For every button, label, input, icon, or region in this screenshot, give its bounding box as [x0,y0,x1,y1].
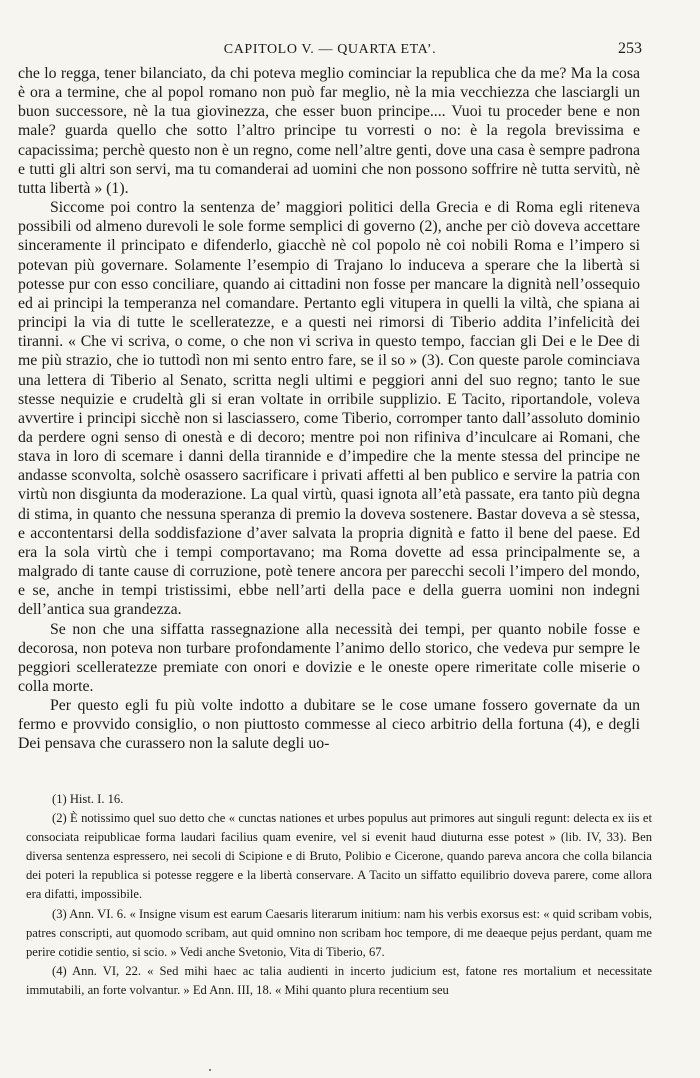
footnote: (2) È notissimo quel suo detto che « cunctas nationes et urbes populus aut primores aut singuli regunt: delecta ex iis et consociata reipublicae forma laudari facilius quam evenire, vel si evenit haud diuturna esse potest » (lib. IV, 33). Ben diversa sentenza espressero, nei secoli di Scipione e di Bruto, Polibio e Cicerone, quando pareva ancora che colla bilancia dei poteri la republica si potesse reggere e la libertà conservare. A Tacito un siffatto equilibrio doveva parere, come allora era difatti, impossibile. [26,811,652,902]
main-text [18,64,640,754]
footnote: (1) Hist. I. 16. [52,792,124,806]
paragraph: Siccome poi contro la sentenza de’ maggiori politici della Grecia e di Roma egli riteneva possibili od almeno durevoli le sole forme semplici di governo (2), anche per ciò doveva accettare sinceramente il principato e difenderlo, giacchè nè col popolo nè coi nobili Roma e l’impero si potevan più governare. Solamente l’esempio di Trajano lo induceva a sperare che la libertà si potesse pur con esso conciliare, quando ai cittadini non fosse per mancare la dignità nell’ossequio ed ai principi la temperanza nel comandare. Pertanto egli vitupera in quelli la viltà, che spiana ai principi la via di tutte le scelleratezze, e a questi nei rimorsi di Tiberio addita l’infelicità dei tiranni. « Che vi scriva, o come, o che non vi scriva in questo tempo, faccian gli Dei e le Dee di me più strazio, che io tuttodì non mi sento entro fare, se il so » (3). Con queste parole cominciava una lettera di Tiberio al Senato, scritta negli ultimi e peggiori anni del suo regno; tanto le sue stesse nequizie e crudeltà gli si eran voltate in orribile supplizio. E Tacito, riportandole, voleva avvertire i principi sicchè non si lasciassero, come Tiberio, corromper tanto dall’assoluto dominio da perdere ogni senso di onestà e di decoro; mentre poi non rifiniva d’inculcare ai Romani, che stava in loro di scemare i danni della tirannide e d’impedire che la mente stessa del principe ne andasse sconvolta, solchè osassero sacrificare i privati affetti al ben publico e servire la patria con virtù non disgiunta da moderazione. La qual virtù, quasi ignota all’età passate, era tanto più degna di stima, in quanto che nessuna speranza di premio la doveva sostenere. Bastar doveva a sè stessa, e accontentarsi della soddisfazione d’aver salvata la propria dignità e fatto il bene del paese. Ed era la sola virtù che i tempi comportavano; ma Roma dovette ad essa principalmente se, a malgrado di tante cause di corruzione, potè tenere ancora per parecchi secoli l’impero del mondo, e se, anche in tempi tristissimi, ebbe nell’arti della pace e della guerra uomini non indegni dell’antica sua grandezza. [18,199,640,619]
paragraph: Se non che una siffatta rassegnazione alla necessità dei tempi, per quanto nobile fosse e decorosa, non poteva non turbare profondamente l’animo dello storico, che vedeva pur sempre le peggiori scelleratezze premiate con onori e dovizie e le oneste opere rimeritate colle miserie o colla morte. [18,620,640,695]
running-title: CAPITOLO V. — QUARTA ETA’. [223,42,437,57]
page-header [18,40,642,60]
printing-speck [209,1069,211,1071]
paragraph: Per questo egli fu più volte indotto a dubitare se le cose umane fossero governate da un fermo e provvido consiglio, o non piuttosto commesse al cieco arbitrio della fortuna (4), e degli Dei pensava che curassero non la salute degli uo- [18,697,640,753]
footnotes [26,790,652,1000]
page-number: 253 [618,40,642,57]
footnote: (3) Ann. VI. 6. « Insigne visum est earum Caesaris literarum initium: nam his verbis exorsus est: « quid scribam vobis, patres conscripti, aut quomodo scribam, aut quid omnino non scribam hoc tempore, di me deaeque pejus perdant, quam me perire cotidie sentio, si scio. » Vedi anche Svetonio, Vita di Tiberio, 67. [26,906,652,959]
footnote: (4) Ann. VI, 22. « Sed mihi haec ac talia audienti in incerto judicium est, fatone res mortalium et necessitate immutabili, an forte volvantur. » Ed Ann. III, 18. « Mihi quanto plura recentium seu [26,963,652,997]
paragraph-continued: che lo regga, tener bilanciato, da chi poteva meglio cominciar la republica che da me? Ma la cosa è ora a termine, che al popol romano non può far meglio, nè la mia vecchiezza che lasciargli un buon successore, nè la tua giovinezza, che esser buon principe.... Vuoi tu proceder bene e non male? guarda quello che sotto l’altro principe tu vorresti o no: è la regola brevissima e capacissima; perchè questo non è un regno, come nell’altre genti, dove una casa è sempre padrona e tutti gli altri son servi, ma tu comanderai ad uomini che non possono soffrire nè tutta servitù, nè tutta libertà » (1). [18,65,640,197]
